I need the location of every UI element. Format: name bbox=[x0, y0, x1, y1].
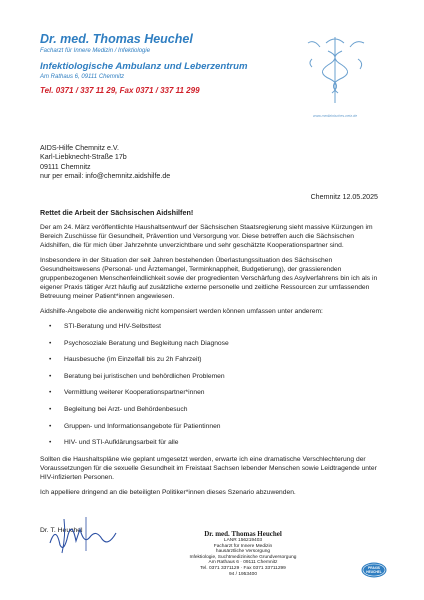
doctor-specialty: Facharzt für Innere Medizin / Infektiologie bbox=[40, 48, 151, 54]
clinic-address: Am Rathaus 6, 09111 Chemnitz bbox=[40, 74, 125, 80]
letter-date: Chemnitz 12.05.2025 bbox=[310, 193, 378, 201]
letterhead bbox=[40, 32, 330, 96]
list-item: • Psychosoziale Beratung und Begleitung nach Diagnose bbox=[40, 339, 385, 348]
letter-body bbox=[40, 223, 385, 503]
list-item: • HIV- und STI-Aufklärungsarbeit für alle bbox=[40, 438, 385, 447]
svg-text:PRAXIS: PRAXIS bbox=[368, 566, 380, 570]
services-list bbox=[40, 322, 385, 447]
clinic-name: Infektiologische Ambulanz und Leberzentrum bbox=[40, 61, 248, 72]
stamp-line: Tel. 0371 3371129 · Fax 0371 33711299 bbox=[200, 565, 286, 571]
list-item: • Hausbesuche (im Einzelfall bis zu 2h Fahrzeit) bbox=[40, 355, 385, 364]
body-paragraph: Aidshilfe-Angebote die anderweitig nicht kompensiert werden können umfassen unter anderem: bbox=[40, 308, 323, 315]
body-paragraph: Insbesondere in der Situation der seit Jahren bestehenden Überlastungssituation des Sächsischen Gesundheitswesens (Personal- und Ärztemangel, Terminknappheit, Budgetierung), der grassierenden gruppenbezogenen Menschenfeindlichkeit sowie der progredienten Verschärfung des Asylverfahrens bin ich als in eigener Praxis tätiger Arzt häufig auf zusätzliche externe personelle und zeitliche Ressourcen zur umfassenden Betreuung meiner Patient*innen angewiesen. bbox=[40, 257, 378, 300]
recipient-line: nur per email: info@chemnitz.aidshilfe.de bbox=[40, 172, 171, 181]
stamp-line: Am Rathaus 6 · 09111 Chemnitz bbox=[208, 560, 278, 566]
recipient-line: Karl-Liebknecht-Straße 17b bbox=[40, 153, 127, 162]
phone-fax: Tel. 0371 / 337 11 29, Fax 0371 / 337 11 299 bbox=[40, 86, 200, 95]
caduceus-logo-icon bbox=[306, 33, 368, 105]
stamp-line: Facharzt für Innere Medizin bbox=[213, 543, 273, 549]
practice-stamp bbox=[168, 530, 318, 577]
doctor-name: Dr. med. Thomas Heuchel bbox=[40, 32, 193, 46]
recipient-address bbox=[40, 144, 170, 182]
list-item: • Gruppen- und Informationsangebote für Patientinnen bbox=[40, 422, 385, 431]
closing-paragraph: Sollten die Haushaltspläne wie geplant umgesetzt werden, erwarte ich eine dramatische Verschlechterung der Voraussetzungen für die sexuelle Gesundheit im Freistaat Sachsen lebender Menschen sowie Leidtragende unter HIV-infizierten Personen. bbox=[40, 455, 377, 481]
stamp-line: Infektiologie, Suchtmedizinische Grundversorgung bbox=[189, 554, 297, 560]
body-paragraph: Der am 24. März veröffentlichte Haushaltsentwurf der Sächsischen Staatsregierung sieht massive Kürzungen im Bereich Zuschüsse für Gesundheit, Prävention und Versorgung vor. Diese betreffen auch die Sächsischen Aidshilfen, die für mich über Jahrzehnte unverzichtbare und sehr geschätzte Kooperationspartner sind. bbox=[40, 224, 373, 249]
signature-label: Dr. T. Heuchel bbox=[40, 527, 83, 534]
closing-paragraph: Ich appelliere dringend an die beteiligten Politiker*innen dieses Szenario abzuwenden. bbox=[40, 488, 296, 496]
stamp-line: LANR 156219403 bbox=[223, 538, 263, 543]
logo-url: www.medizinisches-netz.de bbox=[313, 114, 358, 118]
recipient-line: AIDS-Hilfe Chemnitz e.V. bbox=[40, 144, 119, 152]
stamp-line: 94 / 1953400 bbox=[228, 571, 257, 577]
list-item: • Vermittlung weiterer Kooperationspartner*innen bbox=[40, 388, 385, 397]
praxis-badge-icon bbox=[361, 562, 387, 578]
stamp-line: hausärztliche Versorgung bbox=[215, 549, 271, 555]
list-item: • STI-Beratung und HIV-Selbsttest bbox=[40, 322, 385, 331]
handwritten-signature bbox=[46, 515, 126, 555]
recipient-line: 09111 Chemnitz bbox=[40, 162, 91, 171]
letter-subject: Rettet die Arbeit der Sächsischen Aidshilfen! bbox=[40, 208, 194, 217]
list-item: • Beratung bei juristischen und behördlichen Problemen bbox=[40, 372, 385, 381]
list-item: • Begleitung bei Arzt- und Behördenbesuch bbox=[40, 405, 385, 414]
svg-text:HEUCHEL: HEUCHEL bbox=[366, 570, 382, 574]
stamp-name: Dr. med. Thomas Heuchel bbox=[204, 530, 282, 538]
